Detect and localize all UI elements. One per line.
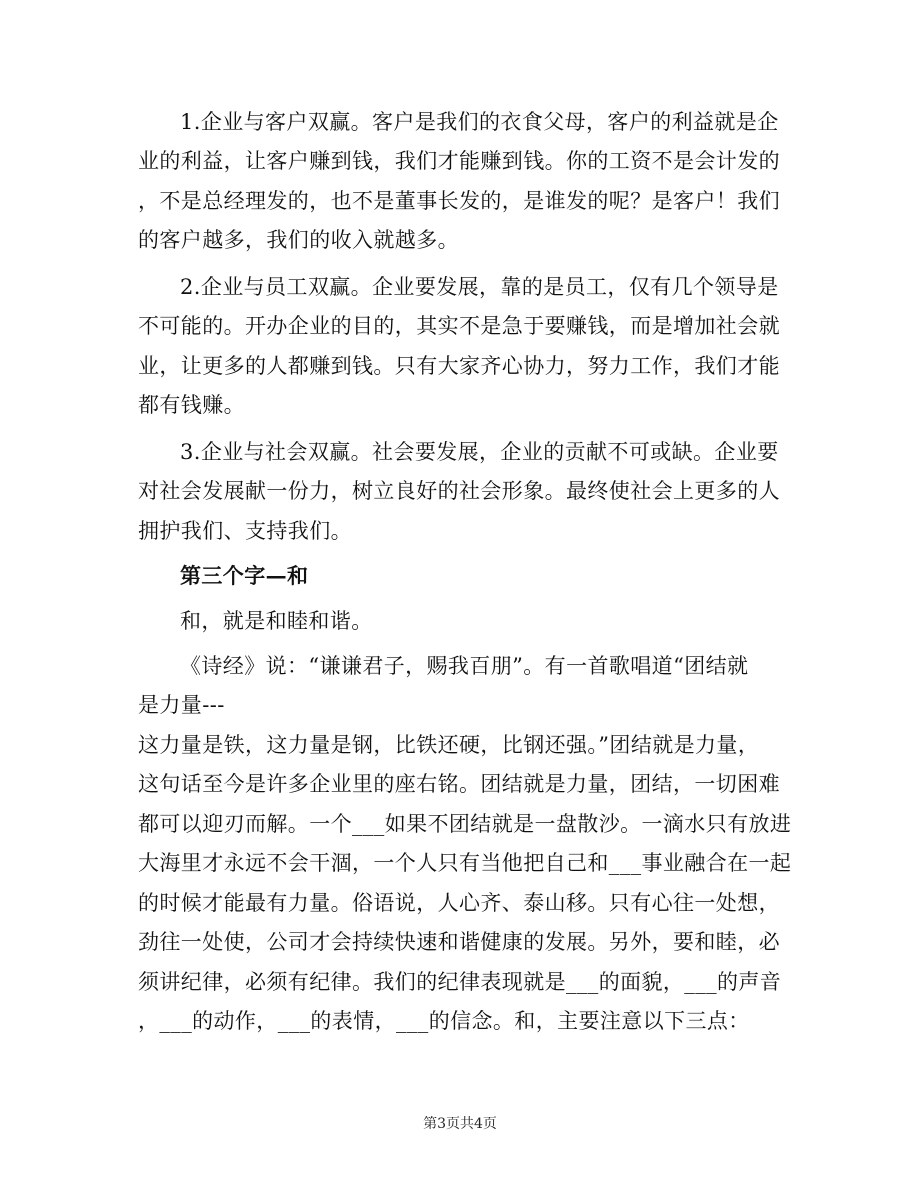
paragraph-5-line-4: 这句话至今是许多企业里的座右铭。团结就是力量，团结，一切困难 [138,772,780,796]
paragraph-3-line-2: 对社会发展献一份力，树立良好的社会形象。最终使社会上更多的人 [138,479,780,503]
paragraph-1-line-1: 1.企业与客户双赢。客户是我们的衣食父母，客户的利益就是企 [180,110,779,134]
paragraph-2-line-1: 2.企业与员工双赢。企业要发展，靠的是员工，仅有几个领导是 [180,275,779,299]
paragraph-5-line-2: 是力量--- [138,693,225,717]
paragraph-5-line-5: 都可以迎刃而解。一个___如果不团结就是一盘散沙。一滴水只有放进 [138,812,792,836]
paragraph-1-line-3: ，不是总经理发的，也不是董事长发的，是谁发的呢？是客户！我们 [138,189,780,213]
paragraph-5-line-10: ，___的动作，___的表情，___的信念。和，主要注意以下三点： [138,1009,750,1033]
paragraph-3-line-3: 拥护我们、支持我们。 [138,519,352,543]
paragraph-5-line-7: 的时候才能最有力量。俗语说，人心齐、泰山移。只有心往一处想， [138,891,780,915]
paragraph-2-line-2: 不可能的。开办企业的目的，其实不是急于要赚钱，而是增加社会就 [138,314,780,338]
page-number-footer: 第3页共4页 [423,1116,497,1132]
paragraph-5-line-6: 大海里才永远不会干涸，一个人只有当他把自己和___事业融合在一起 [138,851,792,875]
paragraph-5-line-3: 这力量是铁，这力量是钢，比铁还硬，比钢还强。”团结就是力量， [138,733,760,757]
paragraph-4-line-1: 和，就是和睦和谐。 [180,609,373,633]
paragraph-5-line-9: 须讲纪律，必须有纪律。我们的纪律表现就是___的面貌，___的声音 [138,970,782,994]
paragraph-5-line-8: 劲往一处使，公司才会持续快速和谐健康的发展。另外，要和睦，必 [138,930,780,954]
paragraph-3-line-1: 3.企业与社会双赢。社会要发展，企业的贡献不可或缺。企业要 [180,440,779,464]
paragraph-1-line-2: 业的利益，让客户赚到钱，我们才能赚到钱。你的工资不是会计发的 [138,149,780,173]
section-heading: 第三个字—和 [180,563,309,588]
paragraph-1-line-4: 的客户越多，我们的收入就越多。 [138,228,459,252]
paragraph-5-line-1: 《诗经》说：“谦谦君子，赐我百朋”。有一首歌唱道“团结就 [180,654,749,678]
paragraph-2-line-3: 业，让更多的人都赚到钱。只有大家齐心协力，努力工作，我们才能 [138,354,780,378]
paragraph-2-line-4: 都有钱赚。 [138,393,245,417]
